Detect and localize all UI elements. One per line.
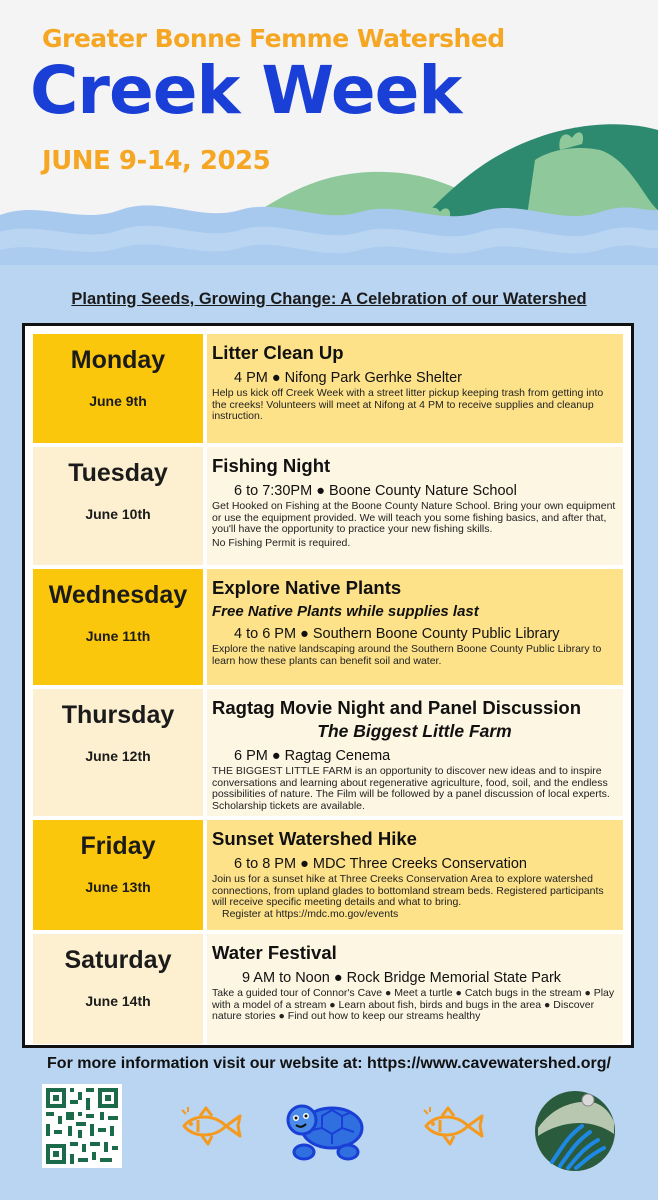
event-time-location: 4 to 6 PM ● Southern Boone County Public Library [234, 626, 560, 642]
day-date: June 9th [89, 393, 147, 409]
day-cell [33, 569, 203, 685]
event-title: Water Festival [212, 942, 337, 963]
event-info [207, 934, 623, 1044]
schedule-row-saturday [33, 934, 623, 1044]
day-date: June 11th [85, 628, 151, 644]
event-note: No Fishing Permit is required. [212, 536, 351, 549]
day-name: Saturday [64, 946, 172, 974]
event-description: Help us kick off Creek Week with a street litter pickup keeping trash from getting into the creeks! Volunteers will meet at Nifong at 4 PM to receive supplies and cleanup instruction. [212, 387, 604, 422]
event-time-location: 4 PM ● Nifong Park Gerhke Shelter [234, 370, 462, 386]
schedule-row-monday [33, 334, 623, 443]
website-info[interactable]: For more information visit our website at: https://www.cavewatershed.org/ [47, 1055, 611, 1072]
day-name: Thursday [61, 701, 175, 729]
day-date: June 10th [85, 506, 151, 522]
header-banner [0, 0, 658, 265]
event-time-location: 6 to 8 PM ● MDC Three Creeks Conservation [234, 856, 527, 872]
event-subtitle: Free Native Plants while supplies last [212, 603, 479, 620]
schedule-row-thursday [33, 689, 623, 816]
turtle-icon [282, 1094, 368, 1166]
event-time-location: 9 AM to Noon ● Rock Bridge Memorial State Park [242, 970, 562, 986]
event-title: Sunset Watershed Hike [212, 828, 417, 849]
event-title: Explore Native Plants [212, 577, 402, 598]
day-cell [33, 689, 203, 816]
page-title: Creek Week [30, 52, 462, 129]
fish-icon [418, 1104, 488, 1149]
event-info [207, 447, 623, 565]
day-cell [33, 820, 203, 930]
day-name: Wednesday [48, 581, 188, 609]
event-time-location: 6 to 7:30PM ● Boone County Nature School [234, 483, 517, 499]
event-info [207, 334, 623, 443]
fish-icon [176, 1104, 246, 1149]
day-name: Monday [70, 346, 166, 374]
schedule-row-friday [33, 820, 623, 930]
day-date: June 13th [85, 879, 151, 895]
tagline: Planting Seeds, Growing Change: A Celebration of our Watershed [71, 290, 587, 308]
schedule-row-tuesday [33, 447, 623, 565]
event-description: THE BIGGEST LITTLE FARM is an opportunity to discover new ideas and to inspire conversations and learning about regenerative agriculture, food, soil, and the endless possibilities of nature. The Film will be followed by a panel discussion of local experts. Scholarship tickets are available. [212, 765, 610, 812]
event-info [207, 689, 623, 816]
event-info [207, 820, 623, 930]
event-subtitle: The Biggest Little Farm [317, 721, 512, 741]
qr-code-icon[interactable] [42, 1084, 122, 1168]
watershed-logo-icon [532, 1088, 618, 1174]
event-description: Get Hooked on Fishing at the Boone County Nature School. Bring your own equipment or use the equipment provided. We will teach you some fishing basics, and after that, you'll have the opportunity to practice your new fishing skills. [212, 500, 616, 535]
day-cell [33, 447, 203, 565]
schedule-table [22, 323, 634, 1048]
organization-name: Greater Bonne Femme Watershed [42, 24, 505, 53]
schedule-row-wednesday [33, 569, 623, 685]
event-title: Fishing Night [212, 455, 331, 476]
event-title: Litter Clean Up [212, 342, 344, 363]
event-dates: JUNE 9-14, 2025 [42, 146, 271, 176]
day-cell [33, 334, 203, 443]
day-name: Friday [80, 832, 156, 860]
event-title: Ragtag Movie Night and Panel Discussion [212, 697, 582, 718]
event-description: Take a guided tour of Connor's Cave ● Meet a turtle ● Catch bugs in the stream ● Play with a model of a stream ● Learn about fish, birds and bugs in the area ● Discover nature stories ● Find out how to keep our streams healthy [212, 987, 615, 1022]
event-time-location: 6 PM ● Ragtag Cenema [234, 748, 391, 764]
day-name: Tuesday [68, 459, 168, 487]
day-date: June 12th [85, 748, 151, 764]
day-date: June 14th [85, 993, 151, 1009]
event-register-link[interactable]: Register at https://mdc.mo.gov/events [222, 907, 399, 920]
event-info [207, 569, 623, 685]
event-description: Explore the native landscaping around the Southern Boone County Public Library to learn how these plants can benefit soil and water. [212, 643, 602, 667]
day-cell [33, 934, 203, 1044]
event-description: Join us for a sunset hike at Three Creeks Conservation Area to explore watershed connections, from upland glades to bottomland stream beds. Registered participants will receive specific meeting details and what to bring. [212, 873, 604, 908]
